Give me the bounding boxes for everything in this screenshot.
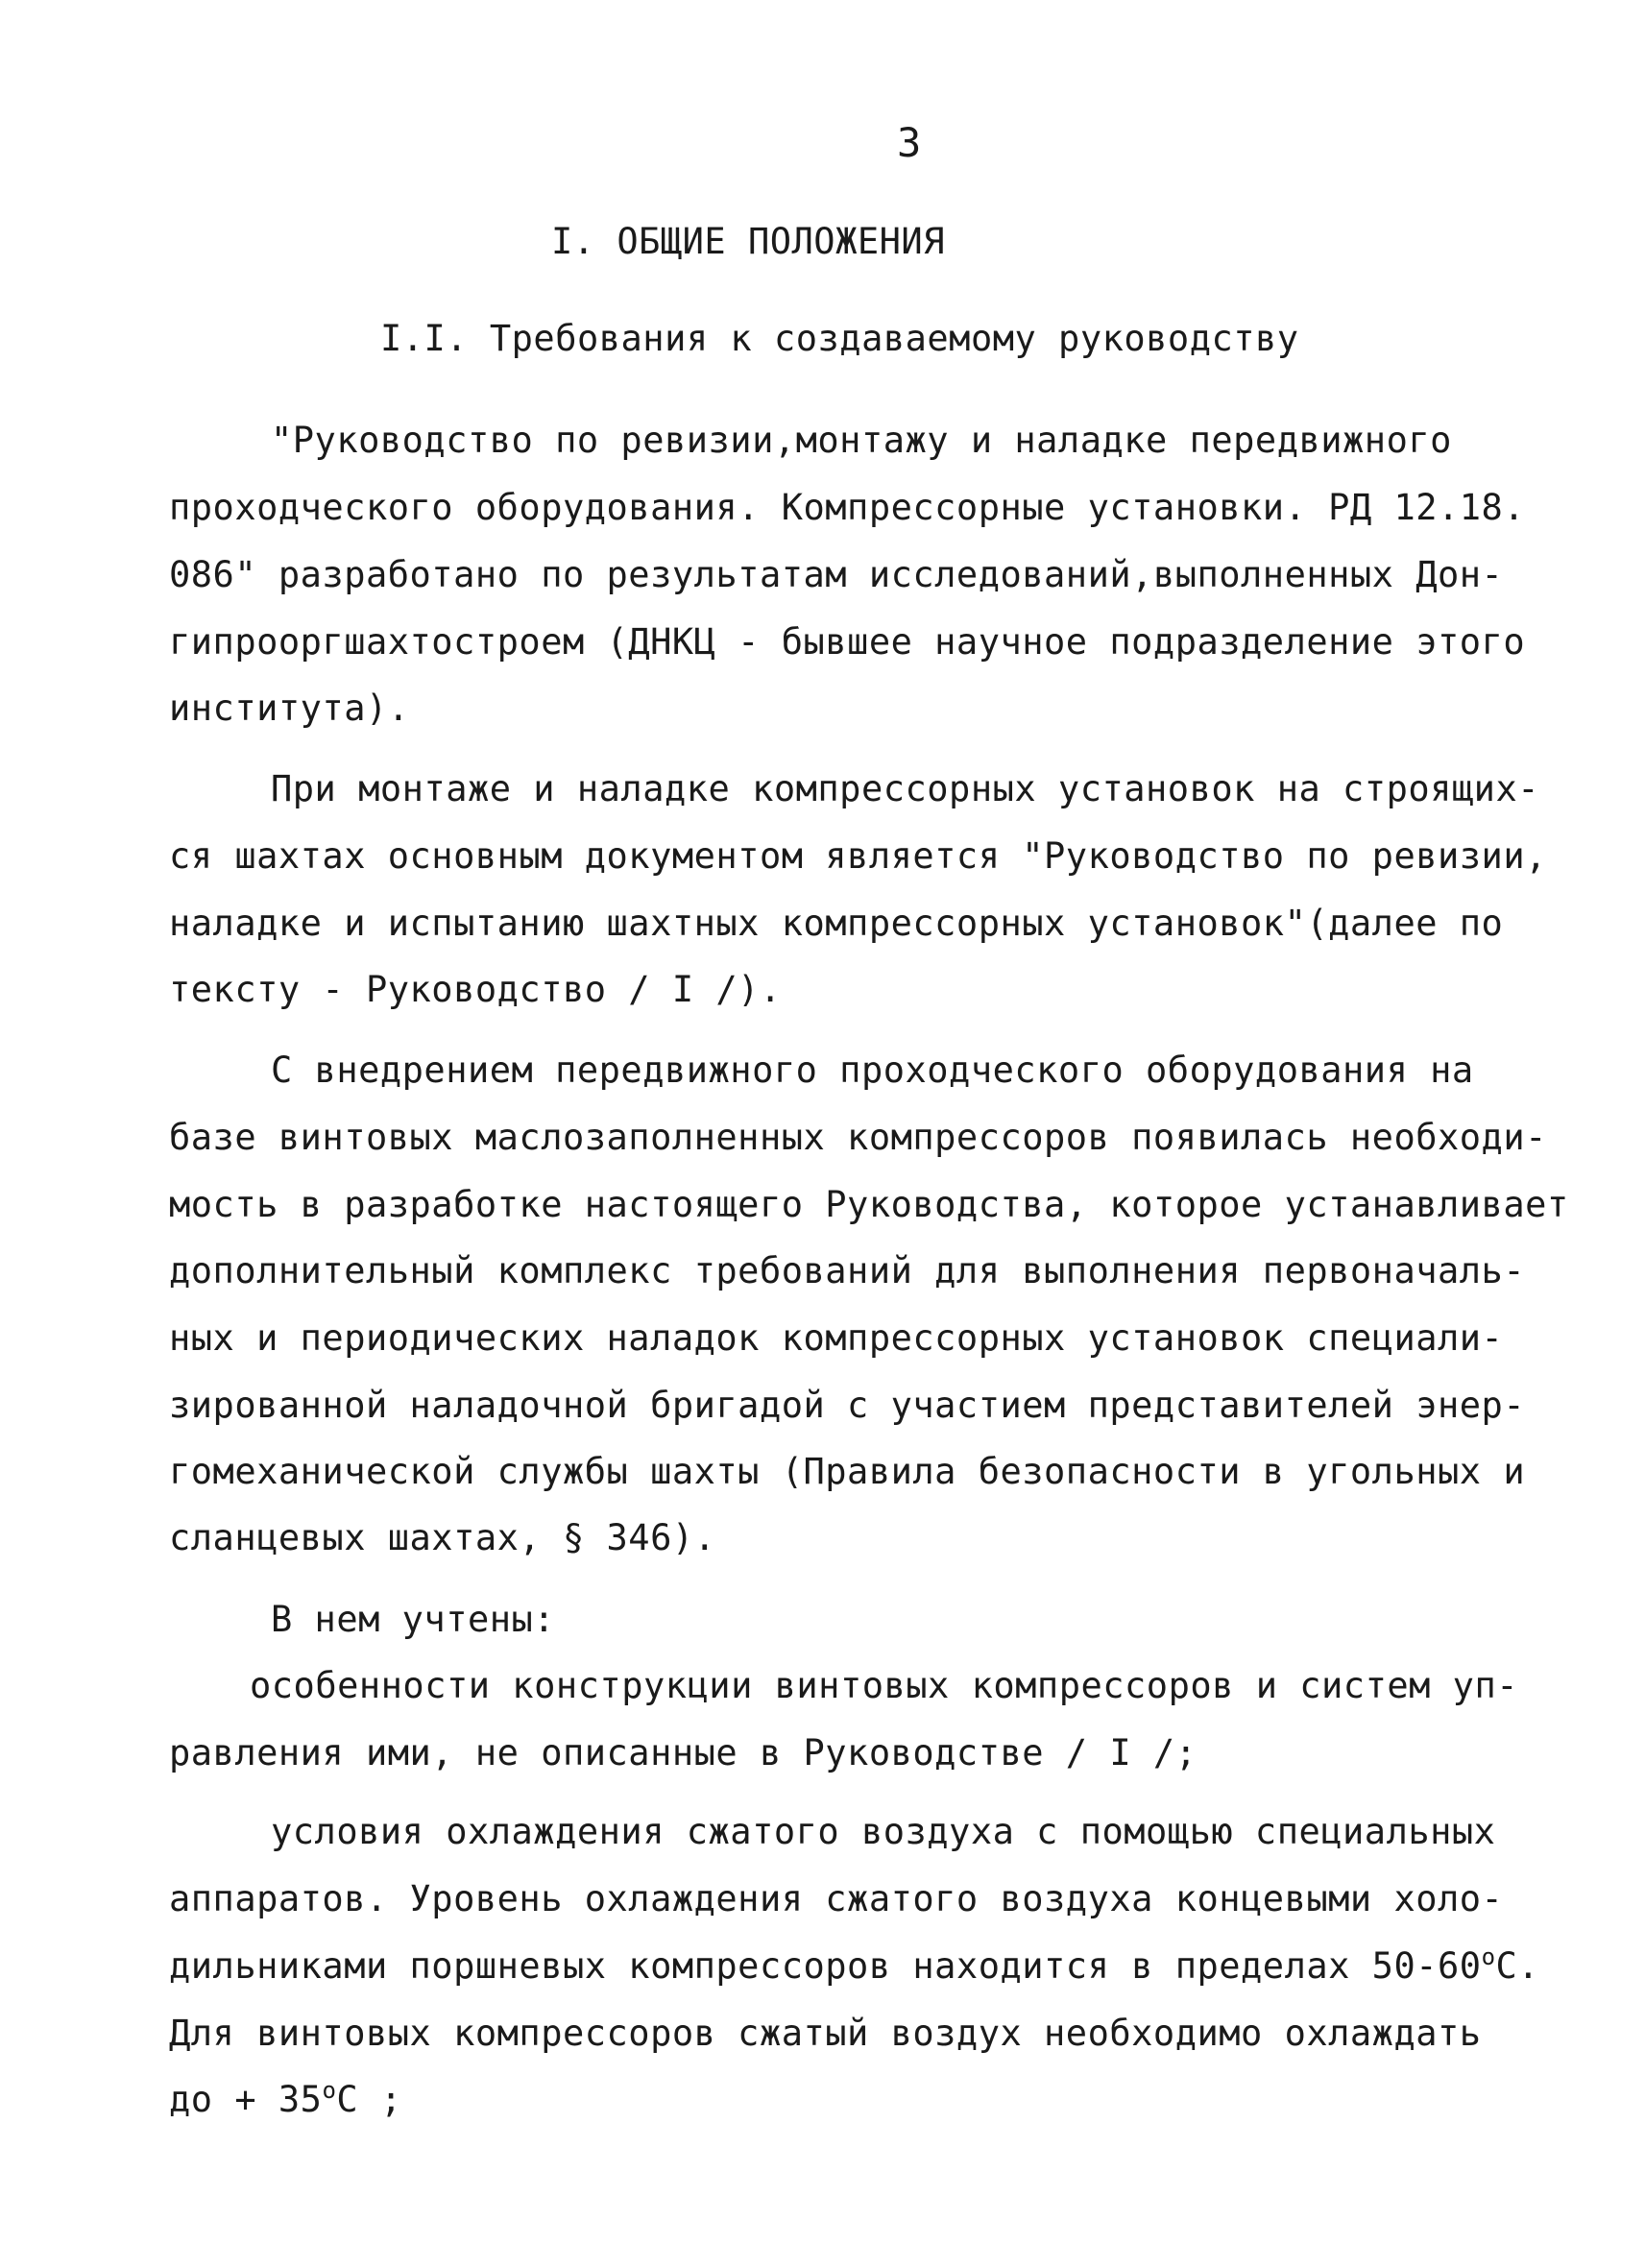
degree-sign: o	[322, 2077, 337, 2104]
paragraph-line: Для винтовых компрессоров сжатый воздух необходимо охлаждать	[169, 2013, 1482, 2054]
paragraph-line: "Руководство по ревизии,монтажу и наладке передвижного	[271, 420, 1452, 461]
paragraph-line: базе винтовых маслозаполненных компрессоров появилась необходи-	[169, 1117, 1547, 1158]
paragraph-line: гипрооргшахтостроем (ДНКЦ - бывшее научное подразделение этого	[169, 621, 1526, 663]
paragraph-line: При монтаже и наладке компрессорных установок на строящих-	[271, 768, 1540, 809]
degree-sign: o	[1481, 1943, 1496, 1970]
paragraph-line: равления ими, не описанные в Руководстве / I /;	[169, 1732, 1197, 1773]
paragraph-line: 086" разработано по результатам исследований,выполненных Дон-	[169, 554, 1504, 595]
paragraph-line: особенности конструкции винтовых компрессоров и систем уп-	[250, 1665, 1519, 1706]
paragraph-line: наладке и испытанию шахтных компрессорных установок"(далее по	[169, 903, 1504, 944]
paragraph-line: проходческого оборудования. Компрессорные установки. РД 12.18.	[169, 487, 1526, 528]
paragraph-line-tail: С.	[1495, 1945, 1540, 1987]
paragraph-line-text: дильниками поршневых компрессоров находится в пределах 50-60	[169, 1945, 1482, 1987]
paragraph-line: института).	[169, 688, 410, 729]
paragraph-line: мость в разработке настоящего Руководства, которое устанавливает	[169, 1184, 1569, 1225]
subsection-heading: I.I. Требования к создаваемому руководству	[380, 318, 1299, 359]
section-heading: I. ОБЩИЕ ПОЛОЖЕНИЯ	[551, 221, 945, 262]
paragraph-line: дополнительный комплекс требований для выполнения первоначаль-	[169, 1250, 1526, 1291]
page-number: 3	[897, 119, 922, 166]
paragraph-line: ся шахтах основным документом является "Руководство по ревизии,	[169, 835, 1547, 877]
paragraph-line: тексту - Руководство / I /).	[169, 969, 782, 1010]
paragraph-line: С внедрением передвижного проходческого оборудования на	[271, 1050, 1474, 1091]
paragraph-line: аппаратов. Уровень охлаждения сжатого воздуха концевыми холо-	[169, 1878, 1504, 1919]
paragraph-line-tail: С ;	[336, 2079, 402, 2120]
paragraph-line-with-degree	[169, 2077, 402, 2120]
paragraph-line: ных и периодических наладок компрессорных установок специали-	[169, 1317, 1504, 1359]
paragraph-line: гомеханической службы шахты (Правила безопасности в угольных и	[169, 1451, 1526, 1492]
paragraph-line-with-degree	[169, 1943, 1540, 1987]
paragraph-line-text: до + 35	[169, 2079, 323, 2120]
paragraph-line: зированной наладочной бригадой с участием представителей энер-	[169, 1385, 1526, 1426]
paragraph-line: условия охлаждения сжатого воздуха с помощью специальных	[271, 1811, 1496, 1852]
paragraph-line: сланцевых шахтах, § 346).	[169, 1517, 716, 1558]
paragraph-line: В нем учтены:	[271, 1599, 556, 1640]
